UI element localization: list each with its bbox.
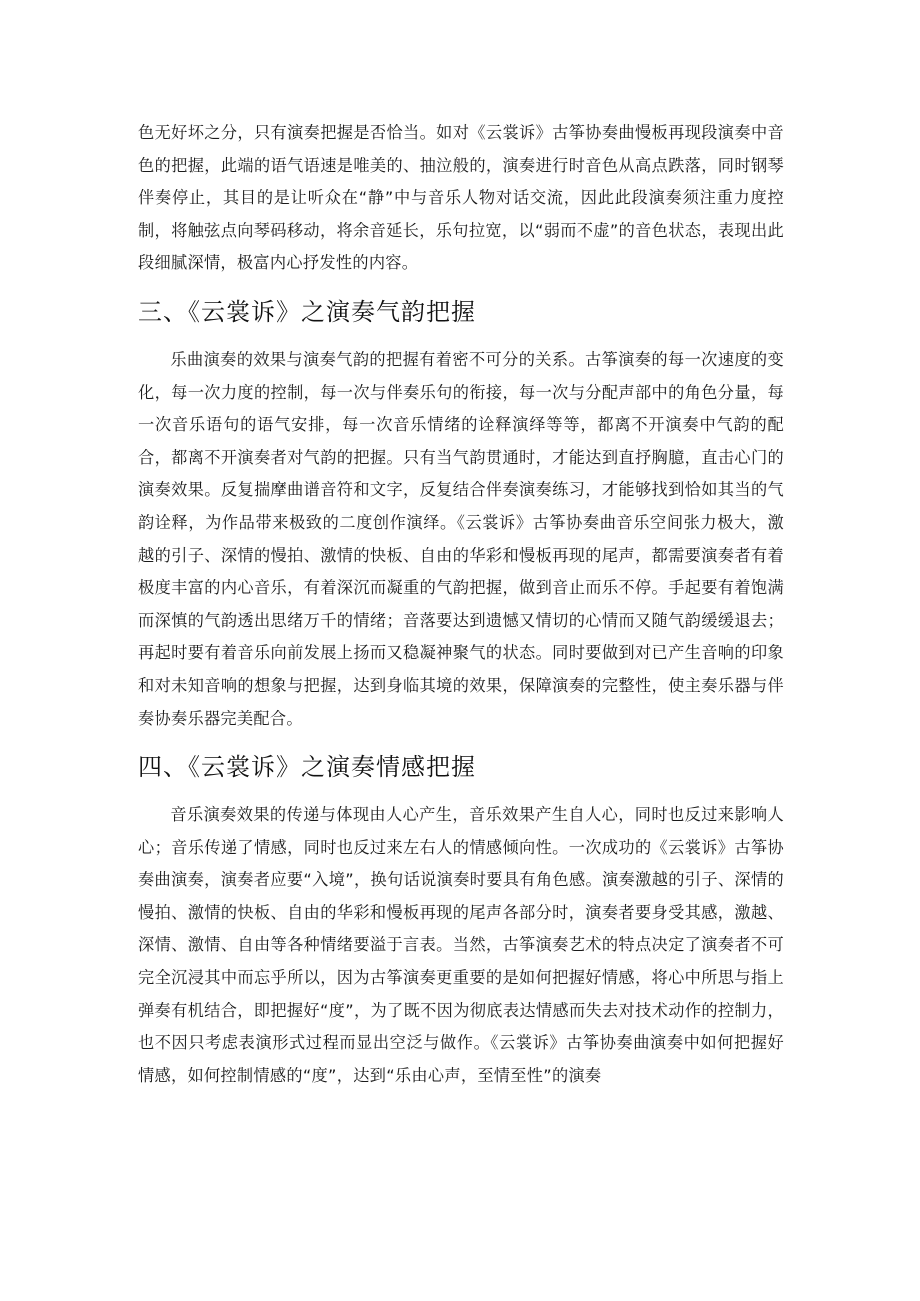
section-3-heading: 三、《云裳诉》之演奏气韵把握 [138, 297, 476, 326]
section-4-heading: 四、《云裳诉》之演奏情感把握 [138, 753, 476, 782]
document-body [138, 117, 784, 1092]
section-3-paragraph: 乐曲演奏的效果与演奏气韵的把握有着密不可分的关系。古筝演奏的每一次速度的变化，每一次力度的控制，每一次与伴奏乐句的衔接，每一次与分配声部中的角色分量，每一次音乐语句的语气安排，每一次音乐情绪的诠释演绎等等，都离不开演奏中气韵的配合，都离不开演奏者对气韵的把握。只有当气韵贯通时，才能达到直抒胸臆，直击心门的演奏效果。反复揣摩曲谱音符和文字，反复结合伴奏演奏练习，才能够找到恰如其当的气韵诠释，为作品带来极致的二度创作演绎。《云裳诉》古筝协奏曲音乐空间张力极大，激越的引子、深情的慢拍、激情的快板、自由的华彩和慢板再现的尾声，都需要演奏者有着极度丰富的内心音乐，有着深沉而凝重的气韵把握，做到音止而乐不停。手起要有着饱满而深慎的气韵透出思绪万千的情绪；音落要达到遗憾又情切的心情而又随气韵缓缓退去；再起时要有着音乐向前发展上扬而又稳凝神聚气的状态。同时要做到对已产生音响的印象和对未知音响的想象与把握，达到身临其境的效果，保障演奏的完整性，使主奏乐器与伴奏协奏乐器完美配合。 [138, 349, 784, 728]
section-4-paragraph: 音乐演奏效果的传递与体现由人心产生，音乐效果产生自人心，同时也反过来影响人心；音乐传递了情感，同时也反过来左右人的情感倾向性。一次成功的《云裳诉》古筝协奏曲演奏，演奏者应要“入境”，换句话说演奏时要具有角色感。演奏激越的引子、深情的慢拍、激情的快板、自由的华彩和慢板再现的尾声各部分时，演奏者要身受其感，激越、深情、激情、自由等各种情绪要溢于言表。当然，古筝演奏艺术的特点决定了演奏者不可完全沉浸其中而忘乎所以，因为古筝演奏更重要的是如何把握好情感，将心中所思与指上弹奏有机结合，即把握好“度”，为了既不因为彻底表达情感而失去对技术动作的控制力，也不因只考虑表演形式过程而显出空泛与做作。《云裳诉》古筝协奏曲演奏中如何把握好情感，如何控制情感的“度”，达到“乐由心声，至情至性”的演奏 [138, 805, 784, 1085]
intro-paragraph: 色无好坏之分，只有演奏把握是否恰当。如对《云裳诉》古筝协奏曲慢板再现段演奏中音色的把握，此端的语气语速是唯美的、抽泣般的，演奏进行时音色从高点跌落，同时钢琴伴奏停止，其目的是让听众在“静”中与音乐人物对话交流，因此此段演奏须注重力度控制，将触弦点向琴码移动，将余音延长，乐句拉宽，以“弱而不虚”的音色状态，表现出此段细腻深情，极富内心抒发性的内容。 [138, 123, 784, 273]
